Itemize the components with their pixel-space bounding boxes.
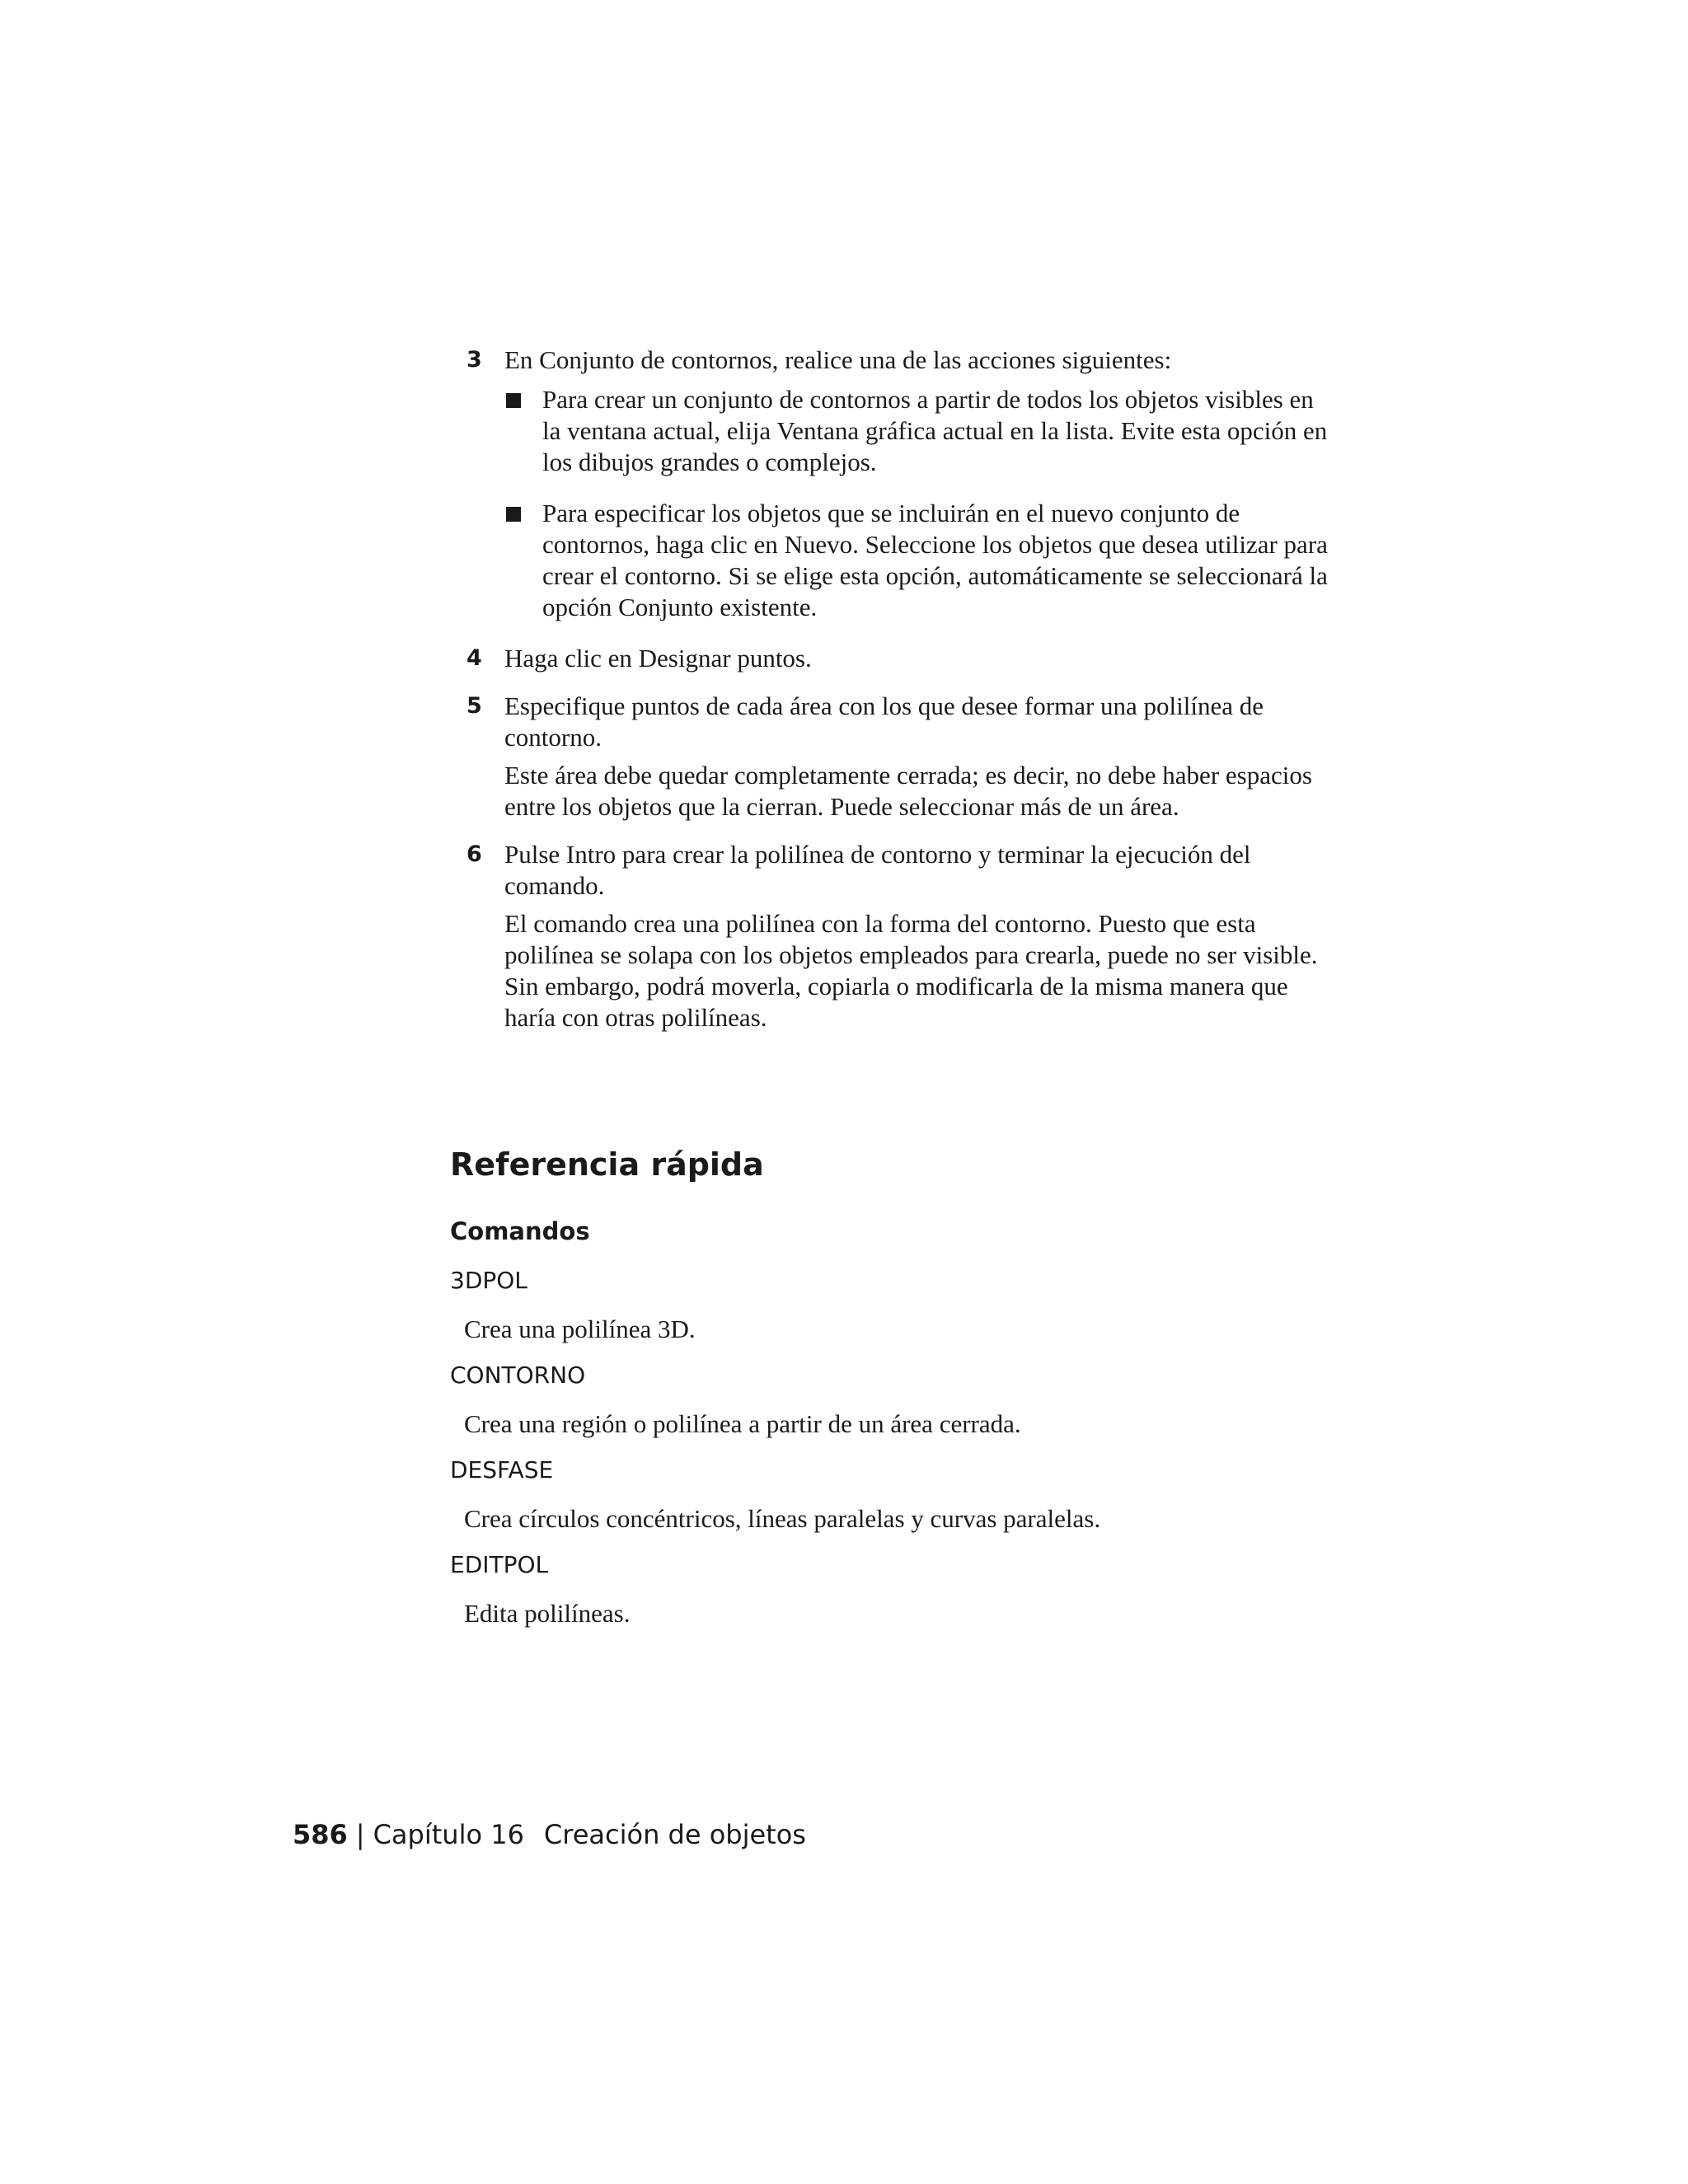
step-4: [463, 643, 1337, 674]
step-number: 6: [467, 841, 482, 867]
command-entry: [450, 1550, 1357, 1645]
command-entry: [450, 1361, 1357, 1455]
command-name[interactable]: 3DPOL: [450, 1267, 528, 1294]
command-name[interactable]: EDITPOL: [450, 1551, 549, 1578]
step-text: Haga clic en Designar puntos.: [504, 644, 812, 673]
step-number: 4: [467, 645, 482, 671]
command-description: Crea una región o polilínea a partir de un área cerrada.: [464, 1409, 1021, 1438]
square-bullet-icon: [506, 507, 521, 522]
step-text: Especifique puntos de cada área con los que desee formar una polilínea de contorno.: [504, 691, 1264, 752]
command-description: Crea círculos concéntricos, líneas paralelas y curvas paralelas.: [464, 1504, 1101, 1533]
step-text: Pulse Intro para crear la polilínea de contorno y terminar la ejecución del comando.: [504, 840, 1251, 900]
option-item: [504, 498, 1337, 623]
chapter-title: Creación de objetos: [543, 1819, 806, 1850]
step-note: El comando crea una polilínea con la forma del contorno. Puesto que esta polilínea se solapa con los objetos empleados para crearla, puede no ser visible. Sin embargo, podrá moverla, copiarla o modificarla de la misma manera que haría con otras polilíneas.: [504, 909, 1318, 1032]
command-entry: [450, 1266, 1357, 1361]
step-3-options: [504, 384, 1337, 623]
step-6: [463, 839, 1337, 1033]
command-name[interactable]: DESFASE: [450, 1456, 554, 1483]
commands-subheading: Comandos: [450, 1217, 590, 1245]
square-bullet-icon: [506, 393, 521, 408]
step-text: En Conjunto de contornos, realice una de las acciones siguientes:: [504, 345, 1172, 374]
chapter-label: Capítulo 16: [373, 1819, 524, 1850]
page-footer: [293, 1818, 806, 1851]
command-name[interactable]: CONTORNO: [450, 1361, 586, 1389]
command-list: [450, 1266, 1357, 1645]
command-entry: [450, 1455, 1357, 1550]
footer-separator: |: [355, 1819, 365, 1850]
option-item: [504, 384, 1337, 478]
command-description: Crea una polilínea 3D.: [464, 1315, 696, 1343]
step-3: [463, 344, 1337, 623]
step-note: Este área debe quedar completamente cerrada; es decir, no debe haber espacios entre los objetos que la cierran. Puede seleccionar más de un área.: [504, 761, 1312, 821]
option-text: Para especificar los objetos que se incluirán en el nuevo conjunto de contornos, haga clic en Nuevo. Seleccione los objetos que desea utilizar para crear el contorno. Si se elige esta opción, automáticamente se seleccionará la opción Conjunto existente.: [542, 499, 1328, 621]
step-5: [463, 691, 1337, 823]
option-text: Para crear un conjunto de contornos a partir de todos los objetos visibles en la ventana actual, elija Ventana gráfica actual en la lista. Evite esta opción en los dibujos grandes o complejos.: [542, 385, 1328, 476]
step-number: 5: [467, 693, 482, 719]
step-number: 3: [467, 347, 482, 373]
quick-reference-heading: Referencia rápida: [450, 1146, 764, 1183]
command-description: Edita polilíneas.: [464, 1599, 631, 1628]
procedure-steps: [463, 344, 1337, 1050]
page-number: 586: [293, 1819, 348, 1850]
